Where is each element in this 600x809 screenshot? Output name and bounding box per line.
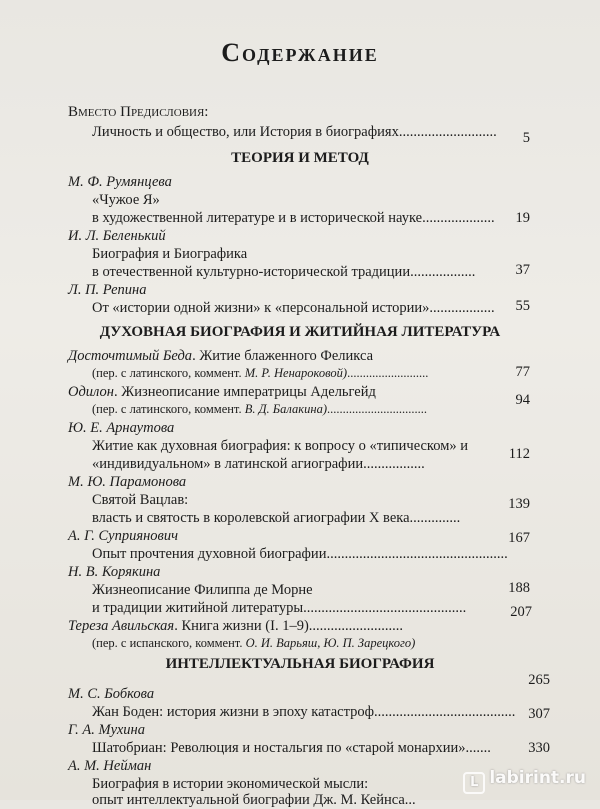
entry-title-part: власть и святость в королевской агиографии X века	[92, 510, 410, 526]
entry-title-part: . Житие блаженного Феликса	[192, 348, 374, 364]
entry-title-part: От «истории одной жизни» к «персональной истории»	[92, 300, 430, 316]
entry-title: «индивидуальном» в латинской агиографии.................	[92, 456, 425, 472]
entry-title: Жан Боден: история жизни в эпоху катастроф.......................................	[92, 704, 516, 720]
note-text: (пер. с латинского, коммент.	[92, 366, 245, 380]
entry-title-part: и традиции житийной литературы	[92, 600, 304, 616]
section-heading: ТЕОРИЯ И МЕТОД	[231, 150, 369, 166]
page-number: 19	[515, 210, 530, 226]
entry-title: Святой Вацлав:	[92, 492, 189, 508]
entry-title: От «истории одной жизни» к «персональной истории»..................	[92, 300, 495, 316]
section-heading: ДУХОВНАЯ БИОГРАФИЯ И ЖИТИЙНАЯ ЛИТЕРАТУРА	[99, 324, 501, 340]
page-number: 207	[510, 604, 532, 620]
entry-title: власть и святость в королевской агиографии X века..............	[92, 510, 461, 526]
entry-title: в отечественной культурно-исторической традиции..................	[92, 264, 476, 280]
entry-title-part: в отечественной культурно-исторической традиции	[92, 264, 411, 280]
entry-author: Одилон	[68, 384, 114, 400]
note-names: В. Д. Балакина)	[244, 402, 327, 416]
entry-title: «Чужое Я»	[92, 192, 160, 208]
entry-title-part: в художественной литературе и в исторической науке	[92, 210, 423, 226]
entry-title: Житие как духовная биография: к вопросу о «типическом» и	[92, 438, 469, 454]
entry-title	[68, 384, 376, 401]
entry-title: Шатобриан: Революция и ностальгия по «старой монархии».......	[92, 740, 491, 756]
note-names: М. Р. Ненароковой)	[244, 366, 348, 380]
entry-title-part: . Книга жизни (I. 1–9)	[174, 618, 309, 634]
page-number: 37	[515, 262, 530, 278]
entry-title: Биография и Биографика	[92, 246, 248, 262]
intro-text: Личность и общество, или История в биографиях...........................	[92, 124, 497, 140]
note-text: (пер. с латинского, коммент.	[92, 402, 245, 416]
entry-author: М. Ю. Парамонова	[68, 474, 187, 490]
entry-author: Досточтимый Беда	[68, 348, 193, 364]
page-number: 188	[508, 580, 530, 596]
entry-title: и традиции житийной литературы.............................................	[92, 600, 467, 616]
page-number: 94	[515, 392, 530, 408]
entry-title-part: Шатобриан: Революция и ностальгия по «старой монархии»	[92, 740, 466, 756]
entry-author: М. С. Бобкова	[68, 686, 155, 702]
entry-title: Жизнеописание Филиппа де Морне	[92, 582, 313, 598]
intro-title: Личность и общество, или История в биографиях	[92, 124, 399, 140]
entry-author: Л. П. Репина	[68, 282, 147, 298]
section-heading: ИНТЕЛЛЕКТУАЛЬНАЯ БИОГРАФИЯ	[165, 656, 435, 672]
page-number: 112	[508, 446, 530, 462]
page-title: Содержание	[221, 38, 379, 67]
page-number: 307	[528, 706, 550, 722]
page-number: 139	[508, 496, 530, 512]
intro-heading: Вместо Предисловия:	[68, 104, 209, 120]
note-names: О. И. Варьяш, Ю. П. Зарецкого)	[245, 636, 416, 650]
entry-title-part: опыт интеллектуальной биографии Дж. М. Кейнса	[92, 792, 405, 808]
entry-author: М. Ф. Румянцева	[68, 174, 172, 190]
entry-title-part: «индивидуальном» в латинской агиографии	[92, 456, 364, 472]
entry-title: Тереза Авильская. Книга жизни (I. 1–9)..........................	[68, 618, 404, 634]
entry-title: в художественной литературе и в исторической науке....................	[92, 210, 495, 226]
entry-author: Тереза Авильская	[68, 618, 175, 634]
page-number: 5	[522, 130, 530, 146]
watermark-text: labirint.ru	[489, 768, 586, 788]
entry-title-part: Опыт прочтения духовной биографии	[92, 546, 327, 562]
translation-note: (пер. с латинского, коммент. В. Д. Балакина)................................	[92, 402, 427, 416]
entry-author: Ю. Е. Арнаутова	[68, 420, 175, 436]
entry-author: Н. В. Корякина	[68, 564, 161, 580]
watermark-logo	[463, 768, 586, 794]
entry-author: Г. А. Мухина	[68, 722, 145, 738]
translation-note	[92, 636, 415, 651]
entry-author: А. Г. Суприянович	[68, 528, 179, 544]
entry-title-part: Жан Боден: история жизни в эпоху катастроф	[92, 704, 374, 720]
page-number: 77	[515, 364, 530, 380]
entry-title: Опыт прочтения духовной биографии..................................................	[92, 546, 508, 562]
page-number: 265	[528, 672, 550, 688]
entry-title: опыт интеллектуальной биографии Дж. М. Кейнса...	[92, 792, 416, 808]
page-number: 55	[515, 298, 530, 314]
entry-author: И. Л. Беленький	[68, 228, 166, 244]
entry-title: Биография в истории экономической мысли:	[92, 776, 369, 792]
page-number: 330	[528, 740, 550, 756]
entry-author: А. М. Нейман	[68, 758, 152, 774]
translation-note: (пер. с латинского, коммент. М. Р. Ненароковой)..........................	[92, 366, 429, 380]
page-number: 167	[508, 530, 530, 546]
note-text: (пер. с испанского, коммент.	[92, 636, 246, 650]
book-icon: L	[463, 772, 485, 794]
entry-title	[68, 348, 373, 365]
entry-title-part: . Жизнеописание императрицы Адельгейд	[114, 384, 376, 400]
